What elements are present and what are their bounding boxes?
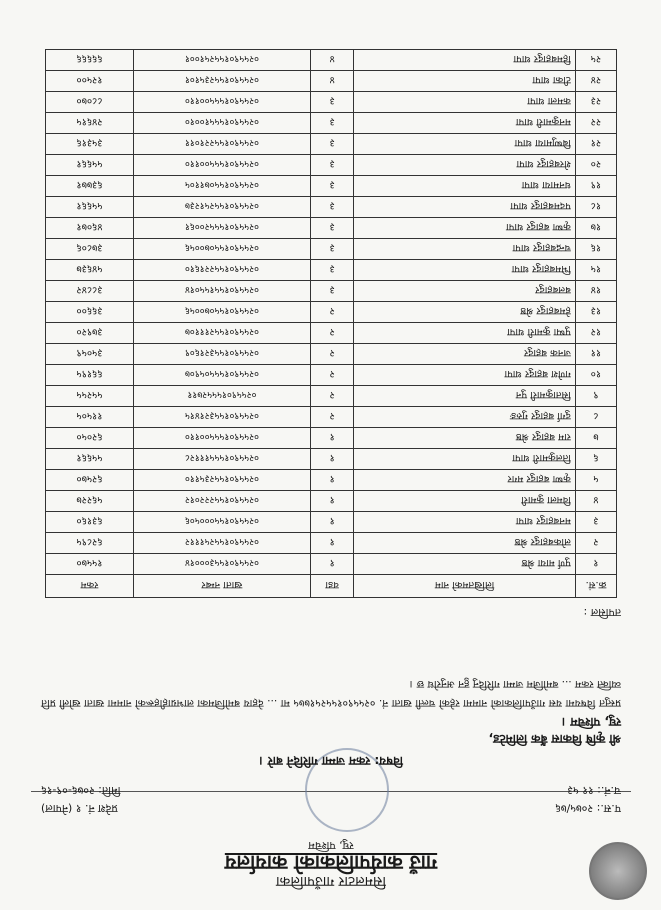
row-ward: २ [310,386,353,407]
row-name: पुर्ण माया श्रेष्ठ [354,554,575,575]
row-name: राम बहादुर श्रेष्ठ [354,428,575,449]
row-amount: ५५६६१ [46,155,134,176]
row-ward: १ [310,512,353,533]
table-row [46,113,617,134]
row-ward: ३ [310,260,353,281]
table-row [46,407,617,428]
table-row [46,239,617,260]
table-row [46,218,617,239]
table-row [46,323,617,344]
row-amount: ५५६६१ [46,449,134,470]
row-ward: ३ [310,134,353,155]
row-name: बलबहादुर [354,281,575,302]
row-amount: ३५०५९ [46,344,134,365]
row-account: ०२५५९०१५५२५१११२ [133,533,310,554]
table-row [46,92,617,113]
row-account: ०२५५९०१५५०००५०६ [133,512,310,533]
row-sn: २४ [575,71,616,92]
addressee: श्री कृषि विकास बैंक लिमिटेड, रघु, पश्चिम । [488,715,621,746]
row-ward: १ [310,449,353,470]
row-amount: ५५२५५ [46,386,134,407]
table-row [46,302,617,323]
row-ward: २ [310,365,353,386]
row-sn: ४ [575,491,616,512]
row-ward: ४ [310,71,353,92]
row-amount: ६२५७० [46,470,134,491]
details-label: तपसिल : [583,606,621,619]
row-sn: २५ [575,50,616,71]
table-row [46,428,617,449]
table-row [46,134,617,155]
row-sn: १६ [575,239,616,260]
row-amount: ६२०५० [46,428,134,449]
table-row [46,176,617,197]
row-amount: ६६१९५ [46,365,134,386]
office-title: गाउँ कार्यपालिकाको कार्यालय [224,851,438,875]
row-account: ०२५५९०१५५५००११० [133,92,310,113]
row-ward: ३ [310,197,353,218]
row-ward: ३ [310,92,353,113]
row-name: हिमबहादुर थापा [354,50,575,71]
row-amount: ५६२२७ [46,491,134,512]
row-amount: ३८८४२ [46,281,134,302]
row-sn: १ [575,554,616,575]
row-account: ०२५५९०१५५२२१०११ [133,134,310,155]
table-row [46,260,617,281]
table-body [46,50,617,575]
col-ward: वडा [310,575,353,598]
row-name: कृष्ण बहादुर थापा [354,218,575,239]
col-name: लिखितमको नाम [354,575,575,598]
row-name: सिताकुमारी पुन [354,386,575,407]
row-sn: १२ [575,323,616,344]
row-ward: २ [310,407,353,428]
row-name: हेमबहादुर श्रेष्ठ [354,302,575,323]
row-account: ०२५५९०१५५५००११० [133,155,310,176]
row-name: चन्द्रबहादुर थापा [354,239,575,260]
row-name: मनकुमारी थापा [354,113,575,134]
row-amount: ८८०७० [46,92,134,113]
row-amount: ३७८०६ [46,239,134,260]
row-name: गणेश बहादुर थापा [354,365,575,386]
province-line: प्रदेश नं. १ (नेपाल) [41,802,118,815]
row-account: ०२५५९०१५५५१११२८ [133,449,310,470]
row-sn: १३ [575,302,616,323]
table-row [46,554,617,575]
row-amount: ११५०५ [46,407,134,428]
table-row [46,449,617,470]
row-sn: २१ [575,134,616,155]
row-ward: १ [310,554,353,575]
row-ward: १ [310,428,353,449]
row-ward: ३ [310,239,353,260]
row-amount: १५५७० [46,554,134,575]
row-ward: १ [310,470,353,491]
row-account: ०२५५९०१५५२५१००१ [133,50,310,71]
row-name: विमला कुमारी [354,491,575,512]
row-name: पुष्पा कुमारी थापा [354,323,575,344]
letter-body: प्रस्तुत विषयमा यस गाउँपालिकाको नाममा रहेको चल्ती खाता नं. ०२५५९०१५५२५१७७५ मा ... देहाय बमोजिमका लाभग्राहीहरूको नाममा खाता खोली प्रति व्यक्ति रकम ... बमोजिम जम्मा गरिदिनु हुन अनुरोध छ । [41,678,621,709]
letter-subject: विषय: रकम जम्मा गरिदिने बारे । [259,754,403,768]
row-ward: २ [310,344,353,365]
row-sn: ७ [575,428,616,449]
row-name: धनमाया थापा [354,176,575,197]
row-amount: ३६६०० [46,302,134,323]
row-amount: ४६०७१ [46,218,134,239]
row-ward: ३ [310,176,353,197]
row-amount: २४६१५ [46,113,134,134]
municipality-name: सिमलटार गाउँपालिका [275,873,387,889]
row-amount: ६२८९५ [46,533,134,554]
row-account: ०२५५९०१५५०७११०५ [133,176,310,197]
row-amount: ५४६३७ [46,260,134,281]
row-ward: १ [310,491,353,512]
row-name: कृष्ण बहादुर मगर [354,470,575,491]
beneficiary-table [45,49,617,598]
row-sn: १५ [575,260,616,281]
office-address: रघु, पश्चिम [308,839,354,852]
row-sn: २३ [575,92,616,113]
row-amount: ६६६६६ [46,50,134,71]
table-row [46,512,617,533]
row-account: ०२५५९०१५५५०५९०७ [133,365,310,386]
row-name: तिलकुमारी थापा [354,449,575,470]
row-sn: १० [575,365,616,386]
table-row [46,491,617,512]
row-account: ०२५५९०१५५२१११०७ [133,323,310,344]
row-name: दुर्गा बहादुर गुरुङ [354,407,575,428]
row-ward: २ [310,323,353,344]
row-account: ०२५५९०१५५३०००१४ [133,554,310,575]
row-name: लोकबहादुर श्रेष्ठ [354,533,575,554]
row-sn: ५ [575,470,616,491]
row-sn: ११ [575,344,616,365]
row-account: ०२५५९०१५५१५५०१४ [133,281,310,302]
row-account: ०२५५९०१५५३२१६०९ [133,344,310,365]
row-account: ०२५५९०१५५२२१६१० [133,260,310,281]
row-sn: ६ [575,449,616,470]
row-name: कमला थापा [354,92,575,113]
row-account: ०२५५९०१५५२३५१०१ [133,71,310,92]
table-row [46,197,617,218]
row-sn: २० [575,155,616,176]
table-row [46,155,617,176]
table-row [46,281,617,302]
row-amount: ३७९२० [46,323,134,344]
row-ward: ३ [310,281,353,302]
letterhead [41,836,621,890]
row-name: शेरबहादुर थापा [354,155,575,176]
row-ward: ३ [310,155,353,176]
table-row [46,470,617,491]
row-account: ०२५५९०१५५०७००५६ [133,302,310,323]
row-name: पदमबहादुर थापा [354,197,575,218]
row-account: ०२५५९०१५५२५१२३७ [133,197,310,218]
chalani-number: च.नं.: ११ ५३ [567,784,621,797]
row-amount: ३५३१६ [46,134,134,155]
row-sn: २ [575,533,616,554]
row-name: जनक बहादुर [354,344,575,365]
row-ward: ३ [310,218,353,239]
row-amount: ५५६६१ [46,197,134,218]
row-sn: ९ [575,386,616,407]
col-amount: रकम [46,575,134,598]
row-account: ०२५५९०१५५५२७११ [133,386,310,407]
row-amount: १२५०० [46,71,134,92]
row-amount: ६३७७१ [46,176,134,197]
row-sn: ३ [575,512,616,533]
row-account: ०२५५९०१५५२३५११० [133,470,310,491]
row-name: बिष्णुमाया थापा [354,134,575,155]
row-amount: ६३१६० [46,512,134,533]
row-sn: ८ [575,407,616,428]
row-ward: २ [310,302,353,323]
row-ward: १ [310,533,353,554]
row-ward: ३ [310,113,353,134]
row-account: ०२५५९०१५५५००११० [133,428,310,449]
col-sn: क्र.सं. [575,575,616,598]
table-row [46,365,617,386]
row-name: मनबहादुर थापा [354,512,575,533]
row-name: टीका थापा [354,71,575,92]
table-row [46,344,617,365]
row-sn: १८ [575,197,616,218]
letter-date: मिति: २०७६-०९-१६ [41,784,121,797]
row-sn: १७ [575,218,616,239]
patra-sankhya: प.स.: २०७५/७६ [555,802,621,815]
row-account: ०२५५९०१५५२२२०१२ [133,491,310,512]
row-account: ०२५५९०१५५५१००१० [133,113,310,134]
col-account: खाता नम्बर [133,575,310,598]
table-row [46,533,617,554]
row-sn: १९ [575,176,616,197]
table-row [46,71,617,92]
table-row [46,50,617,71]
row-sn: २२ [575,113,616,134]
table-row [46,386,617,407]
row-account: ०२५५९०१५५०७००५६ [133,239,310,260]
table-header-row [46,575,617,598]
row-account: ०२५५९०१५५५२००६१ [133,218,310,239]
row-ward: ४ [310,50,353,71]
row-account: ०२५५९०१५५३२१४१५ [133,407,310,428]
row-name: भिमबहादुर थापा [354,260,575,281]
row-sn: १४ [575,281,616,302]
